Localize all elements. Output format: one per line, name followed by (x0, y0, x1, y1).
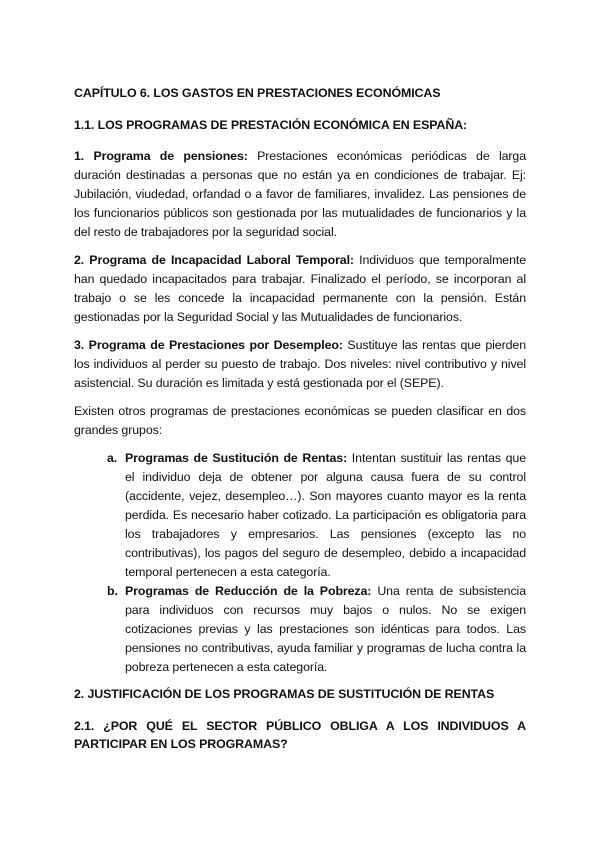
group-sustitucion-title: Programas de Sustitución de Rentas: (125, 451, 348, 465)
chapter-title: CAPÍTULO 6. LOS GASTOS EN PRESTACIONES ECONÓMICAS (74, 86, 441, 100)
section-2-1-heading: 2.1. ¿POR QUÉ EL SECTOR PÚBLICO OBLIGA A LOS INDIVIDUOS A PARTICIPAR EN LOS PROGRAMAS? (74, 719, 526, 751)
program-desempleo-text: Sustituye las rentas que pierden los individuos al perder su puesto de trabajo. Dos niveles: nivel contributivo y nivel asistencial. Su duración es limitada y está gestionada por el (SEPE). (74, 338, 526, 390)
group-sustitucion-text: Intentan sustituir las rentas que el individuo deja de obtener por alguna causa fuera de su control (accidente, vejez, desempleo…). Son mayores cuanto mayor es la renta perdida. Es necesario haber cotizado. La participación es obligatoria para los trabajadores y empresarios. Las pensiones (excepto las no contributivas), los pagos del seguro de desempleo, debido a incapacidad temporal pertenecen a esta categoría. (125, 451, 526, 579)
groups-list (74, 449, 526, 677)
program-incapacidad (74, 251, 526, 327)
program-incapacidad-text: Individuos que temporalmente han quedado incapacitados para trabajar. Finalizado el período, se incorporan al trabajo o se les concede la incapacidad permanente con la pensión. Están gestionadas por la Seguridad Social y las Mutualidades de funcionarios. (74, 253, 527, 324)
list-item-pobreza (107, 582, 526, 677)
program-pensiones-text: Prestaciones económicas periódicas de larga duración destinadas a personas que no están ya en condiciones de trabajar. Ej: Jubilación, viudedad, orfandad o a favor de familiares, invalidez. Las pensiones de los funcionarios públicos son gestionada por las mutualidades de funcionarios y la del resto de trabajadores por la seguridad social. (74, 149, 526, 239)
section-1-1-heading: 1.1. LOS PROGRAMAS DE PRESTACIÓN ECONÓMICA EN ESPAÑA: (74, 118, 468, 132)
program-incapacidad-title: 2. Programa de Incapacidad Laboral Temporal: (74, 253, 354, 267)
list-marker-a: a. (107, 451, 118, 465)
list-marker-b: b. (107, 584, 118, 598)
list-item-sustitucion (107, 449, 526, 582)
group-pobreza-title: Programas de Reducción de la Pobreza: (125, 584, 372, 598)
section-2-heading: 2. JUSTIFICACIÓN DE LOS PROGRAMAS DE SUSTITUCIÓN DE RENTAS (74, 687, 495, 701)
program-desempleo-title: 3. Programa de Prestaciones por Desempleo: (74, 338, 343, 352)
program-desempleo (74, 336, 526, 393)
groups-intro: Existen otros programas de prestaciones económicas se pueden clasificar en dos grandes grupos: (74, 404, 526, 437)
group-pobreza-text: Una renta de subsistencia para individuos con recursos muy bajos o nulos. No se exigen cotizaciones previas y las prestaciones son idénticas para todos. Las pensiones no contributivas, ayuda familiar y programas de lucha contra la pobreza pertenecen a esta categoría. (125, 584, 526, 674)
program-pensiones-title: 1. Programa de pensiones: (74, 149, 248, 163)
program-pensiones (74, 147, 526, 242)
